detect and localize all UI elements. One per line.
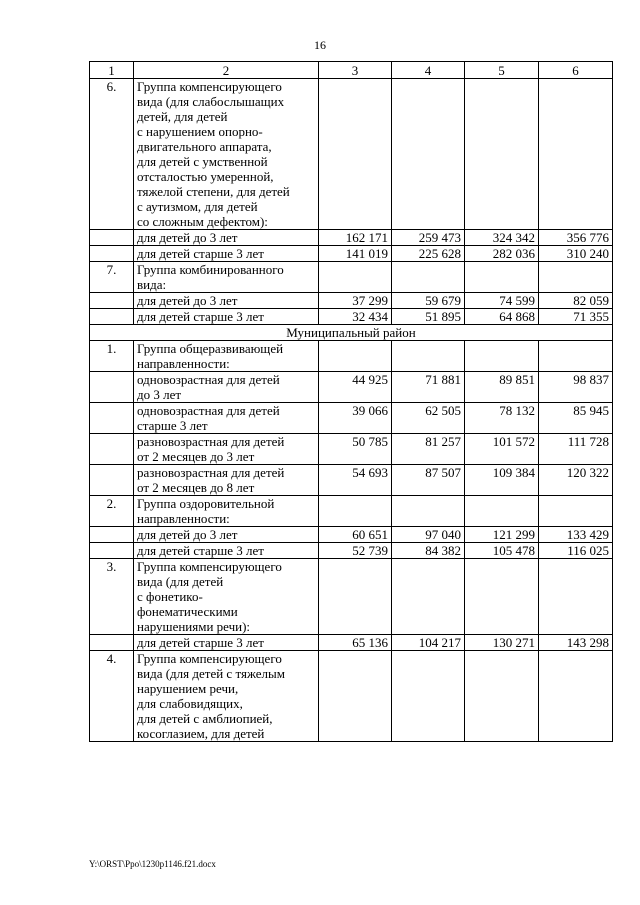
- value-cell: [319, 559, 392, 635]
- value-cell: 50 785: [319, 434, 392, 465]
- value-cell: [319, 79, 392, 230]
- value-cell: 162 171: [319, 230, 392, 246]
- row-label: для детей старше 3 лет: [134, 635, 319, 651]
- value-cell: 89 851: [465, 372, 539, 403]
- table-row: [90, 341, 613, 372]
- row-number: [90, 230, 134, 246]
- row-number: 4.: [90, 651, 134, 742]
- value-cell: 282 036: [465, 246, 539, 262]
- value-cell: 62 505: [392, 403, 465, 434]
- row-label: одновозрастная для детей старше 3 лет: [134, 403, 319, 434]
- row-number: [90, 403, 134, 434]
- row-label: разновозрастная для детей от 2 месяцев до 3 лет: [134, 434, 319, 465]
- value-cell: [392, 496, 465, 527]
- value-cell: 78 132: [465, 403, 539, 434]
- row-number: 1.: [90, 341, 134, 372]
- row-number: 2.: [90, 496, 134, 527]
- value-cell: [539, 559, 613, 635]
- row-number: 3.: [90, 559, 134, 635]
- table-row: [90, 434, 613, 465]
- value-cell: [539, 341, 613, 372]
- row-label: для детей до 3 лет: [134, 527, 319, 543]
- value-cell: [319, 341, 392, 372]
- value-cell: 109 384: [465, 465, 539, 496]
- row-number: [90, 527, 134, 543]
- value-cell: 82 059: [539, 293, 613, 309]
- row-label: Группа компенсирующего вида (для слабослышащих детей, для детей с нарушением опорно- двигательного аппарата, для детей с умственной отсталостью умеренной, тяжелой степени, для детей с аутизмом, для детей со сложным дефектом):: [134, 79, 319, 230]
- row-number: [90, 309, 134, 325]
- table-row: [90, 403, 613, 434]
- value-cell: 65 136: [319, 635, 392, 651]
- value-cell: [392, 559, 465, 635]
- value-cell: 84 382: [392, 543, 465, 559]
- value-cell: 60 651: [319, 527, 392, 543]
- row-label: разновозрастная для детей от 2 месяцев до 8 лет: [134, 465, 319, 496]
- table-row: [90, 246, 613, 262]
- row-label: для детей старше 3 лет: [134, 309, 319, 325]
- value-cell: 310 240: [539, 246, 613, 262]
- table-row: [90, 527, 613, 543]
- value-cell: 39 066: [319, 403, 392, 434]
- row-label: для детей до 3 лет: [134, 293, 319, 309]
- table-row: [90, 465, 613, 496]
- row-number: [90, 434, 134, 465]
- row-number: 7.: [90, 262, 134, 293]
- value-cell: [539, 496, 613, 527]
- row-number: [90, 543, 134, 559]
- header-cell: 2: [134, 62, 319, 79]
- value-cell: 121 299: [465, 527, 539, 543]
- value-cell: [392, 79, 465, 230]
- section-title: Муниципальный район: [90, 325, 613, 341]
- row-label: одновозрастная для детей до 3 лет: [134, 372, 319, 403]
- row-number: [90, 465, 134, 496]
- table-row: [90, 635, 613, 651]
- value-cell: [319, 496, 392, 527]
- table-row: [90, 496, 613, 527]
- value-cell: [539, 262, 613, 293]
- file-path-footer: Y:\ORST\Ppo\1230p1146.f21.docx: [89, 859, 216, 869]
- value-cell: 37 299: [319, 293, 392, 309]
- value-cell: 44 925: [319, 372, 392, 403]
- value-cell: 111 728: [539, 434, 613, 465]
- header-cell: 6: [539, 62, 613, 79]
- value-cell: [319, 262, 392, 293]
- value-cell: 97 040: [392, 527, 465, 543]
- header-cell: 5: [465, 62, 539, 79]
- value-cell: [465, 651, 539, 742]
- value-cell: [392, 262, 465, 293]
- row-label: Группа оздоровительной направленности:: [134, 496, 319, 527]
- value-cell: 74 599: [465, 293, 539, 309]
- row-label: Группа компенсирующего вида (для детей с фонетико- фонематическими нарушениями речи):: [134, 559, 319, 635]
- value-cell: 141 019: [319, 246, 392, 262]
- table-row: [90, 651, 613, 742]
- value-cell: 85 945: [539, 403, 613, 434]
- value-cell: [465, 79, 539, 230]
- value-cell: 105 478: [465, 543, 539, 559]
- value-cell: 98 837: [539, 372, 613, 403]
- table-header-row: [90, 62, 613, 79]
- row-label: для детей до 3 лет: [134, 230, 319, 246]
- value-cell: 87 507: [392, 465, 465, 496]
- row-label: Группа комбинированного вида:: [134, 262, 319, 293]
- rates-table: [89, 61, 613, 742]
- value-cell: [319, 651, 392, 742]
- row-label: для детей старше 3 лет: [134, 246, 319, 262]
- value-cell: 120 322: [539, 465, 613, 496]
- value-cell: [465, 559, 539, 635]
- header-cell: 1: [90, 62, 134, 79]
- value-cell: [539, 651, 613, 742]
- table-row: [90, 230, 613, 246]
- value-cell: 356 776: [539, 230, 613, 246]
- row-label: Группа общеразвивающей направленности:: [134, 341, 319, 372]
- value-cell: [539, 79, 613, 230]
- value-cell: 116 025: [539, 543, 613, 559]
- header-cell: 3: [319, 62, 392, 79]
- section-row: [90, 325, 613, 341]
- row-label: для детей старше 3 лет: [134, 543, 319, 559]
- row-number: 6.: [90, 79, 134, 230]
- row-number: [90, 293, 134, 309]
- table-row: [90, 293, 613, 309]
- value-cell: 133 429: [539, 527, 613, 543]
- row-label: Группа компенсирующего вида (для детей с тяжелым нарушением речи, для слабовидящих, для детей с амблиопией, косоглазием, для детей: [134, 651, 319, 742]
- value-cell: [392, 341, 465, 372]
- value-cell: 71 881: [392, 372, 465, 403]
- page-number: 16: [314, 38, 326, 52]
- value-cell: 52 739: [319, 543, 392, 559]
- value-cell: 51 895: [392, 309, 465, 325]
- table-row: [90, 543, 613, 559]
- table-row: [90, 559, 613, 635]
- value-cell: 64 868: [465, 309, 539, 325]
- value-cell: 32 434: [319, 309, 392, 325]
- table-row: [90, 309, 613, 325]
- row-number: [90, 246, 134, 262]
- value-cell: 81 257: [392, 434, 465, 465]
- value-cell: 324 342: [465, 230, 539, 246]
- value-cell: 59 679: [392, 293, 465, 309]
- value-cell: 54 693: [319, 465, 392, 496]
- header-cell: 4: [392, 62, 465, 79]
- value-cell: 71 355: [539, 309, 613, 325]
- value-cell: 101 572: [465, 434, 539, 465]
- table-row: [90, 79, 613, 230]
- value-cell: [465, 341, 539, 372]
- table-row: [90, 372, 613, 403]
- table-row: [90, 262, 613, 293]
- value-cell: 104 217: [392, 635, 465, 651]
- value-cell: 225 628: [392, 246, 465, 262]
- value-cell: [392, 651, 465, 742]
- value-cell: 259 473: [392, 230, 465, 246]
- row-number: [90, 635, 134, 651]
- value-cell: 143 298: [539, 635, 613, 651]
- row-number: [90, 372, 134, 403]
- value-cell: [465, 262, 539, 293]
- value-cell: [465, 496, 539, 527]
- value-cell: 130 271: [465, 635, 539, 651]
